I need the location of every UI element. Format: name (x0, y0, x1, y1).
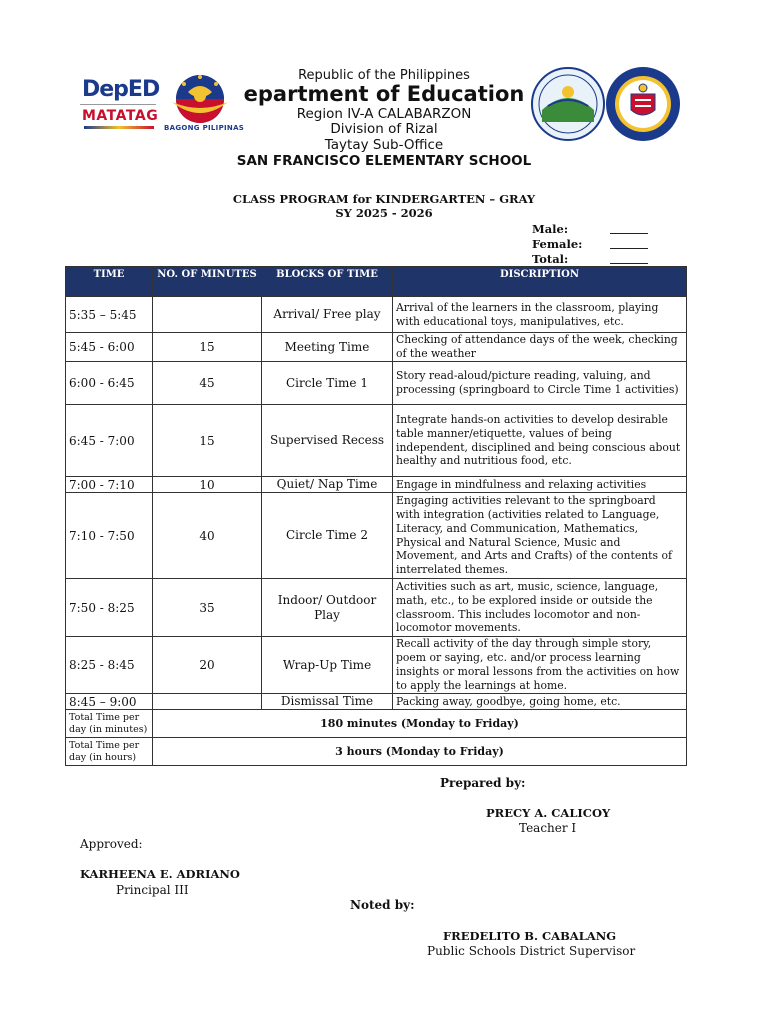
table-row (66, 297, 687, 333)
republic-heading: Republic of the Philippines (298, 68, 470, 83)
cell-minutes (153, 694, 262, 710)
noted-by-label: Noted by: (350, 898, 415, 912)
cell-time: 7:10 - 7:50 (66, 493, 153, 579)
sub-office-heading: Taytay Sub-Office (324, 137, 444, 153)
total-hours-value: 3 hours (Monday to Friday) (153, 738, 687, 766)
cell-time: 7:00 - 7:10 (66, 477, 153, 493)
male-count-field (532, 222, 568, 236)
cell-minutes: 20 (153, 637, 262, 694)
cell-description: Story read-aloud/picture reading, valuing, and processing (springboard to Circle Time 1 activities) (393, 362, 687, 405)
noter-name: FREDELITO B. CABALANG (443, 929, 617, 943)
approver-position: Principal III (116, 883, 189, 897)
cell-block: Meeting Time (262, 333, 393, 362)
school-seal-icon (605, 66, 681, 142)
table-row (66, 579, 687, 637)
division-heading: Division of Rizal (330, 121, 438, 137)
cell-time: 7:50 - 8:25 (66, 579, 153, 637)
cell-block: Circle Time 2 (262, 493, 393, 579)
cell-block: Dismissal Time (262, 694, 393, 710)
female-blank-line (610, 248, 648, 249)
school-heading: SAN FRANCISCO ELEMENTARY SCHOOL (236, 153, 532, 169)
rizal-division-seal-icon (530, 66, 606, 142)
region-heading: Region IV-A CALABARZON (296, 106, 472, 122)
cell-description: Arrival of the learners in the classroom, playing with educational toys, manipulatives, etc. (393, 297, 687, 333)
cell-time: 5:35 – 5:45 (66, 297, 153, 333)
matatag-logo-text: MATATAG (82, 108, 159, 124)
cell-description: Integrate hands-on activities to develop desirable table manner/etiquette, values of being independent, disciplined and being conscious about healthy and nutritious food, etc. (393, 405, 687, 477)
cell-time: 5:45 - 6:00 (66, 333, 153, 362)
approved-label: Approved: (80, 837, 143, 851)
cell-minutes: 15 (153, 405, 262, 477)
program-title: CLASS PROGRAM for KINDERGARTEN – GRAY (232, 192, 536, 206)
cell-block: Indoor/ Outdoor Play (262, 579, 393, 637)
total-minutes-value: 180 minutes (Monday to Friday) (153, 710, 687, 738)
cell-block: Supervised Recess (262, 405, 393, 477)
preparer-position: Teacher I (519, 821, 577, 835)
cell-description: Engage in mindfulness and relaxing activities (393, 477, 687, 493)
school-year: SY 2025 - 2026 (335, 206, 433, 220)
cell-description: Activities such as art, music, science, language, math, etc., to be explored inside or outside the classroom. This includes locomotor and non-locomotor movements. (393, 579, 687, 637)
deped-logo-text: DepED (82, 77, 160, 102)
cell-minutes: 35 (153, 579, 262, 637)
table-row (66, 362, 687, 405)
cell-block: Arrival/ Free play (262, 297, 393, 333)
cell-description: Packing away, goodbye, going home, etc. (393, 694, 687, 710)
table-header-row (66, 267, 687, 297)
female-count-field (532, 237, 582, 251)
col-header-time: TIME (66, 267, 153, 297)
total-minutes-label: Total Time per day (in minutes) (66, 710, 153, 738)
cell-time: 8:45 – 9:00 (66, 694, 153, 710)
cell-minutes: 45 (153, 362, 262, 405)
table-row (66, 694, 687, 710)
col-header-minutes: NO. OF MINUTES (153, 267, 262, 297)
cell-minutes: 10 (153, 477, 262, 493)
total-hours-row (66, 738, 687, 766)
female-label: Female: (532, 237, 583, 251)
cell-time: 6:45 - 7:00 (66, 405, 153, 477)
cell-time: 8:25 - 8:45 (66, 637, 153, 694)
preparer-name: PRECY A. CALICOY (486, 806, 611, 820)
cell-description: Engaging activities relevant to the springboard with integration (activities related to Language, Literacy, and Communication, Mathematics, Physical and Natural Science, Music and Movement, and Arts and Crafts) of the contents of interrelated themes. (393, 493, 687, 579)
table-row (66, 405, 687, 477)
noter-position: Public Schools District Supervisor (427, 944, 636, 958)
prepared-by-label: Prepared by: (440, 776, 526, 790)
cell-minutes: 40 (153, 493, 262, 579)
total-label: Total: (532, 252, 569, 266)
cell-minutes: 15 (153, 333, 262, 362)
school-seal (605, 66, 681, 142)
bagong-pilipinas-text: BAGONG PILIPINAS (164, 124, 245, 132)
table-row (66, 333, 687, 362)
table-row (66, 637, 687, 694)
class-program-table (65, 266, 687, 766)
department-heading: epartment of Education (243, 82, 525, 106)
approver-name: KARHEENA E. ADRIANO (80, 867, 240, 881)
cell-minutes (153, 297, 262, 333)
total-hours-label: Total Time per day (in hours) (66, 738, 153, 766)
col-header-description: DISCRIPTION (393, 267, 687, 297)
col-header-blocks: BLOCKS OF TIME (262, 267, 393, 297)
total-count-field (532, 252, 568, 266)
male-blank-line (610, 233, 648, 234)
cell-description: Recall activity of the day through simple story, poem or saying, etc. and/or process learning insights or moral lessons from the activities on how to apply the learnings at home. (393, 637, 687, 694)
cell-block: Quiet/ Nap Time (262, 477, 393, 493)
rizal-division-seal (530, 66, 606, 142)
cell-block: Wrap-Up Time (262, 637, 393, 694)
table-row (66, 477, 687, 493)
cell-time: 6:00 - 6:45 (66, 362, 153, 405)
cell-description: Checking of attendance days of the week, checking of the weather (393, 333, 687, 362)
male-label: Male: (532, 222, 569, 236)
cell-block: Circle Time 1 (262, 362, 393, 405)
total-blank-line (610, 263, 648, 264)
total-minutes-row (66, 710, 687, 738)
table-row (66, 493, 687, 579)
